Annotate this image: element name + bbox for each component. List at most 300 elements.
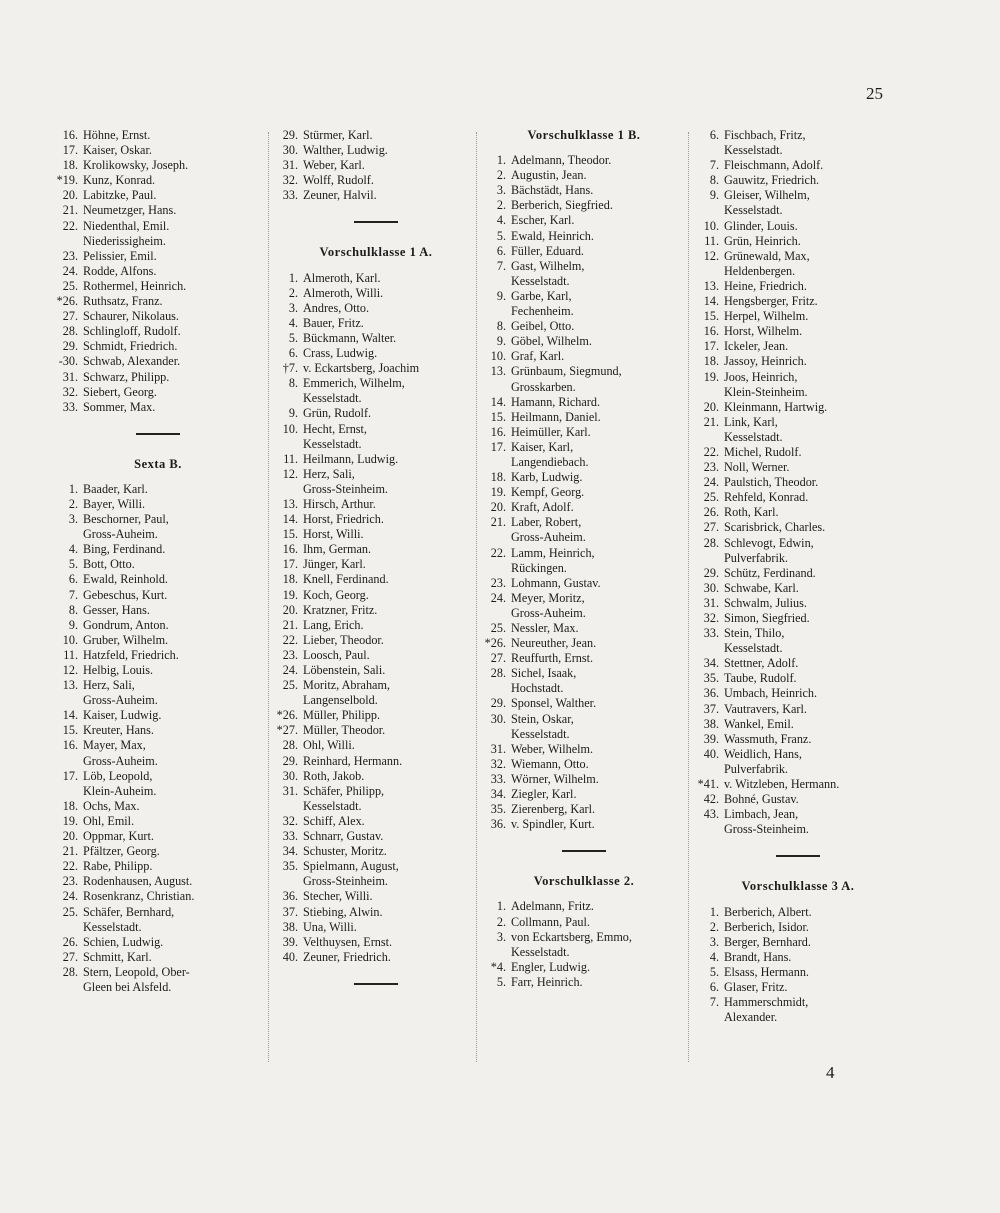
- entry-number: 27.: [62, 949, 78, 964]
- entry-name: Ihm, German.: [303, 542, 372, 557]
- entry-number: 28.: [703, 535, 719, 550]
- entry-number: 31.: [62, 369, 78, 384]
- entry-number: 22.: [490, 545, 506, 560]
- entry-number: 8.: [68, 602, 78, 617]
- entry-name: Almeroth, Willi.: [303, 285, 384, 300]
- entry-name: Heilmann, Daniel.: [511, 409, 601, 424]
- list-item: [693, 460, 903, 475]
- list-item: [693, 234, 903, 249]
- entry-number: 13.: [703, 278, 719, 293]
- entry-name: Heilmann, Ludwig.: [303, 451, 399, 466]
- list-item: [52, 799, 264, 814]
- list-item: [272, 935, 480, 950]
- entry-number: 6.: [709, 128, 719, 142]
- entry-name: Neumetzger, Hans.: [83, 203, 177, 218]
- entry-location: Heldenbergen.: [724, 263, 796, 278]
- list-item: [52, 678, 264, 708]
- list-item: [52, 557, 264, 572]
- entry-name: Horst, Wilhelm.: [724, 324, 803, 339]
- entry-number: 27.: [62, 309, 78, 324]
- list-item: [480, 899, 688, 914]
- entry-location: Gross-Auheim.: [83, 527, 158, 542]
- entry-name: Rodde, Alfons.: [83, 263, 157, 278]
- list-item: [272, 738, 480, 753]
- list-item: [693, 354, 903, 369]
- entry-name: Wolff, Rudolf.: [303, 173, 374, 188]
- entry-name: v. Witzleben, Hermann.: [724, 777, 840, 792]
- entry-name: Adelmann, Fritz.: [511, 899, 594, 914]
- entry-name: Mayer, Max,: [83, 738, 146, 753]
- list-item: [480, 485, 688, 500]
- entry-name: Kreuter, Hans.: [83, 723, 154, 738]
- entry-number: 24.: [490, 590, 506, 605]
- list-item: [693, 415, 903, 445]
- list-item: [693, 686, 903, 701]
- entry-number: 19.: [282, 587, 298, 602]
- entry-name: Sichel, Isaak,: [511, 666, 577, 681]
- list-item: [693, 732, 903, 747]
- entry-number: 40.: [282, 949, 298, 964]
- section-heading: Vorschulklasse 1 B.: [527, 128, 641, 142]
- list-item: [693, 596, 903, 611]
- list-item: [52, 264, 264, 279]
- entry-name: Limbach, Jean,: [724, 807, 799, 822]
- entry-name: Hatzfeld, Friedrich.: [83, 647, 179, 662]
- entry-name: Ohl, Willi.: [303, 738, 355, 753]
- list-item: [480, 395, 688, 410]
- entry-name: Gondrum, Anton.: [83, 617, 169, 632]
- entry-name: Graf, Karl.: [511, 349, 565, 364]
- list-item: [480, 259, 688, 289]
- entry-name: Baader, Karl.: [83, 481, 148, 496]
- entry-name: Zeuner, Halvil.: [303, 188, 377, 203]
- list-item: [52, 173, 264, 188]
- entry-location: Gleen bei Alsfeld.: [83, 979, 172, 994]
- entry-location: Niederissigheim.: [83, 233, 166, 248]
- entry-number: 31.: [282, 158, 298, 173]
- list-item: [480, 410, 688, 425]
- list-item: [480, 817, 688, 832]
- list-item: [480, 802, 688, 817]
- entry-location: Gross-Auheim.: [83, 753, 158, 768]
- list-item: [693, 188, 903, 218]
- entry-name: Müller, Philipp.: [303, 708, 381, 723]
- list-item: [272, 844, 480, 859]
- entry-name: Herz, Sali,: [83, 678, 135, 693]
- entry-name: Stürmer, Karl.: [303, 128, 373, 142]
- list-item: [272, 708, 480, 723]
- list-item: [52, 814, 264, 829]
- list-item: [52, 324, 264, 339]
- entry-number: 4.: [288, 315, 298, 330]
- entry-number: 29.: [490, 696, 506, 711]
- list-item: [272, 286, 480, 301]
- entry-name: Schwarz, Philipp.: [83, 369, 170, 384]
- list-item: [693, 294, 903, 309]
- entry-name: Schäfer, Bernhard,: [83, 904, 175, 919]
- list-item: [52, 385, 264, 400]
- entry-name: Grün, Heinrich.: [724, 233, 801, 248]
- entry-number: 10.: [282, 421, 298, 436]
- list-item: [52, 203, 264, 218]
- entry-number: 8.: [288, 376, 298, 391]
- list-item: [52, 572, 264, 587]
- entry-number: 40.: [703, 746, 719, 761]
- list-item: [272, 723, 480, 738]
- entry-number: 9.: [68, 617, 78, 632]
- section-heading: Sexta B.: [134, 456, 182, 471]
- entry-name: Reuffurth, Ernst.: [511, 651, 594, 666]
- list-item: [272, 128, 480, 143]
- list-item: [272, 406, 480, 421]
- entry-name: Bayer, Willi.: [83, 496, 146, 511]
- entry-name: Schlingloff, Rudolf.: [83, 324, 181, 339]
- list-item: [272, 754, 480, 769]
- entry-number: 31.: [490, 741, 506, 756]
- list-item: [480, 576, 688, 591]
- entry-name: Glinder, Louis.: [724, 218, 798, 233]
- entry-location: Kesselstadt.: [724, 429, 783, 444]
- entry-name: Gleiser, Wilhelm,: [724, 188, 810, 203]
- entry-number: 36.: [282, 889, 298, 904]
- list-item: [480, 666, 688, 696]
- entry-name: Bott, Otto.: [83, 557, 135, 572]
- entry-name: Crass, Ludwig.: [303, 346, 378, 361]
- list-item: [480, 960, 688, 975]
- entry-name: Fischbach, Fritz,: [724, 128, 806, 142]
- entry-name: Karb, Ludwig.: [511, 470, 583, 485]
- entry-number: 27.: [703, 520, 719, 535]
- entry-location: Klein-Auheim.: [83, 783, 157, 798]
- entry-name: Ziegler, Karl.: [511, 787, 577, 802]
- list-item: [480, 591, 688, 621]
- list-item: [480, 636, 688, 651]
- list-item: [52, 648, 264, 663]
- entry-name: Moritz, Abraham,: [303, 678, 390, 693]
- entry-name: Jassoy, Heinrich.: [724, 354, 807, 369]
- entry-name: Krolikowsky, Joseph.: [83, 158, 189, 173]
- entry-number: 20.: [62, 829, 78, 844]
- entry-name: Herz, Sali,: [303, 466, 355, 481]
- entry-number: 22.: [62, 859, 78, 874]
- list-item: [693, 950, 903, 965]
- entry-number: 10.: [703, 218, 719, 233]
- entry-name: Schaurer, Nikolaus.: [83, 309, 179, 324]
- list-item: [52, 829, 264, 844]
- entry-name: Schütz, Ferdinand.: [724, 565, 816, 580]
- entry-name: Andres, Otto.: [303, 300, 370, 315]
- list-item: [52, 905, 264, 935]
- entry-number: 43.: [703, 807, 719, 822]
- entry-name: Adelmann, Theodor.: [511, 153, 612, 168]
- entry-number: 7.: [709, 158, 719, 173]
- entry-name: Roth, Karl.: [724, 505, 779, 520]
- entry-number: 32.: [282, 813, 298, 828]
- column-divider: [688, 132, 690, 1062]
- entry-name: Horst, Willi.: [303, 527, 364, 542]
- list-item: [480, 334, 688, 349]
- entry-number: 28.: [282, 738, 298, 753]
- entry-name: Zierenberg, Karl.: [511, 802, 596, 817]
- entry-number: †7.: [282, 361, 298, 376]
- list-item: [480, 168, 688, 183]
- entry-name: Kempf, Georg.: [511, 485, 585, 500]
- entry-location: Klein-Steinheim.: [724, 384, 808, 399]
- entry-name: Hamann, Richard.: [511, 394, 601, 409]
- entry-name: Hammerschmidt,: [724, 995, 809, 1010]
- list-item: [480, 742, 688, 757]
- entry-name: Berger, Bernhard.: [724, 934, 811, 949]
- entry-name: Schwalm, Julius.: [724, 595, 807, 610]
- list-item: [272, 618, 480, 633]
- entry-number: 22.: [282, 632, 298, 647]
- list-item: [272, 452, 480, 467]
- entry-name: v. Spindler, Kurt.: [511, 817, 595, 832]
- entry-number: 31.: [282, 783, 298, 798]
- list-item: [693, 905, 903, 920]
- entry-name: Hirsch, Arthur.: [303, 496, 376, 511]
- entry-number: 11.: [704, 233, 719, 248]
- entry-number: 25.: [490, 621, 506, 635]
- list-item: [52, 339, 264, 354]
- entry-name: Stein, Oskar,: [511, 711, 574, 726]
- list-item: [693, 920, 903, 935]
- entry-number: 38.: [703, 716, 719, 731]
- entry-name: Schnarr, Gustav.: [303, 829, 384, 844]
- entry-name: Hengsberger, Fritz.: [724, 294, 818, 309]
- entry-number: 21.: [282, 617, 298, 632]
- entry-number: 9.: [496, 288, 506, 303]
- entry-name: Schlevogt, Edwin,: [724, 535, 814, 550]
- entry-name: Niedenthal, Emil.: [83, 218, 170, 233]
- entry-name: Kratzner, Fritz.: [303, 602, 378, 617]
- entry-number: 9.: [288, 406, 298, 421]
- list-item: [480, 696, 688, 711]
- entry-number: 1.: [496, 153, 506, 168]
- entry-number: 21.: [62, 203, 78, 218]
- entry-number: 14.: [490, 394, 506, 409]
- entry-number: *26.: [56, 294, 78, 309]
- entry-location: Kesselstadt.: [724, 641, 783, 656]
- entry-number: 23.: [62, 248, 78, 263]
- entry-name: Ohl, Emil.: [83, 813, 135, 828]
- entry-number: 35.: [703, 671, 719, 686]
- entry-number: 22.: [703, 444, 719, 459]
- list-item: [272, 158, 480, 173]
- entry-name: Grünewald, Max,: [724, 248, 810, 263]
- entry-name: Ewald, Heinrich.: [511, 228, 594, 243]
- entry-number: 11.: [283, 451, 298, 466]
- list-item: [52, 143, 264, 158]
- list-item: [480, 198, 688, 213]
- list-item: [693, 279, 903, 294]
- entry-number: 5.: [288, 330, 298, 345]
- list-item: [52, 844, 264, 859]
- entry-name: Garbe, Karl,: [511, 288, 572, 303]
- entry-location: Fechenheim.: [511, 304, 574, 319]
- entry-name: Stiebing, Alwin.: [303, 904, 383, 919]
- entry-number: 3.: [288, 300, 298, 315]
- entry-number: 21.: [490, 515, 506, 530]
- list-item: [272, 588, 480, 603]
- entry-location: Gross-Steinheim.: [303, 481, 388, 496]
- list-item: [480, 319, 688, 334]
- list-item: [52, 482, 264, 497]
- list-item: [480, 229, 688, 244]
- entry-name: Simon, Siegfried.: [724, 611, 810, 625]
- list-item: [52, 588, 264, 603]
- entry-name: Brandt, Hans.: [724, 949, 792, 964]
- list-item: [52, 158, 264, 173]
- entry-name: Loosch, Paul.: [303, 647, 370, 662]
- entry-name: Lohmann, Gustav.: [511, 575, 601, 590]
- entry-number: 42.: [703, 792, 719, 807]
- list-item: [272, 633, 480, 648]
- list-item: [693, 324, 903, 339]
- list-item: [272, 376, 480, 406]
- entry-name: Roth, Jakob.: [303, 768, 365, 783]
- list-item: [693, 520, 903, 535]
- list-item: [693, 249, 903, 279]
- list-item: [272, 784, 480, 814]
- entry-number: 30.: [282, 143, 298, 158]
- entry-name: Grün, Rudolf.: [303, 406, 372, 421]
- entry-name: Fleischmann, Adolf.: [724, 158, 824, 173]
- list-item: [480, 975, 688, 990]
- entry-name: Lamm, Heinrich,: [511, 545, 595, 560]
- entry-number: 19.: [703, 369, 719, 384]
- entry-number: 31.: [703, 595, 719, 610]
- list-item: [52, 950, 264, 965]
- list-item: [693, 747, 903, 777]
- entry-number: 33.: [62, 399, 78, 414]
- list-item: [480, 546, 688, 576]
- entry-number: 12.: [703, 248, 719, 263]
- entry-name: Pfältzer, Georg.: [83, 844, 160, 859]
- list-item: [480, 930, 688, 960]
- entry-name: Sponsel, Walther.: [511, 696, 597, 711]
- entry-number: 17.: [62, 143, 78, 158]
- entry-name: v. Eckartsberg, Joachim: [303, 361, 420, 376]
- entry-name: Herpel, Wilhelm.: [724, 309, 809, 324]
- list-item: [272, 859, 480, 889]
- entry-name: Knell, Ferdinand.: [303, 572, 389, 587]
- entry-number: 34.: [282, 844, 298, 859]
- list-item: [272, 271, 480, 286]
- list-item: [480, 787, 688, 802]
- entry-name: Berberich, Albert.: [724, 904, 812, 919]
- entry-number: 14.: [62, 708, 78, 723]
- column-divider: [476, 132, 478, 1062]
- list-item: [693, 158, 903, 173]
- list-item: [52, 219, 264, 249]
- list-item: [272, 527, 480, 542]
- entry-name: Pelissier, Emil.: [83, 248, 157, 263]
- entry-name: Bückmann, Walter.: [303, 330, 397, 345]
- entry-number: 24.: [62, 889, 78, 904]
- entry-name: Grünbaum, Siegmund,: [511, 364, 622, 379]
- entry-number: 3.: [709, 934, 719, 949]
- entry-number: 37.: [282, 904, 298, 919]
- entry-name: Walther, Ludwig.: [303, 143, 388, 158]
- entry-name: Schiff, Alex.: [303, 813, 365, 828]
- entry-name: Lang, Erich.: [303, 617, 364, 632]
- list-item: [52, 188, 264, 203]
- list-item: [693, 581, 903, 596]
- list-item: [272, 467, 480, 497]
- list-item: [693, 807, 903, 837]
- entry-name: Bohné, Gustav.: [724, 792, 799, 807]
- list-item: [480, 153, 688, 168]
- list-item: [693, 611, 903, 626]
- list-item: [52, 603, 264, 618]
- entry-name: Glaser, Fritz.: [724, 979, 788, 994]
- entry-name: Scarisbrick, Charles.: [724, 520, 826, 535]
- column-2: [272, 128, 480, 1007]
- entry-name: Beschorner, Paul,: [83, 512, 169, 527]
- entry-number: 27.: [490, 651, 506, 666]
- entry-name: Löbenstein, Sali.: [303, 663, 386, 677]
- entry-number: 16.: [62, 128, 78, 142]
- list-item: [272, 173, 480, 188]
- entry-name: Farr, Heinrich.: [511, 974, 583, 989]
- list-item: [693, 505, 903, 520]
- entry-number: 20.: [490, 500, 506, 515]
- entry-name: Heine, Friedrich.: [724, 278, 807, 293]
- entry-name: Helbig, Louis.: [83, 663, 154, 677]
- list-item: [480, 757, 688, 772]
- list-item: [272, 557, 480, 572]
- entry-number: 6.: [496, 243, 506, 258]
- entry-location: Kesselstadt.: [724, 143, 783, 158]
- entry-name: Berberich, Isidor.: [724, 919, 809, 934]
- list-item: [272, 497, 480, 512]
- entry-name: Kleinmann, Hartwig.: [724, 399, 828, 414]
- entry-name: Hecht, Ernst,: [303, 421, 367, 436]
- entry-name: Paulstich, Theodor.: [724, 475, 819, 490]
- entry-number: 29.: [703, 565, 719, 580]
- entry-name: Schäfer, Philipp,: [303, 783, 385, 798]
- entry-name: Reinhard, Hermann.: [303, 753, 403, 768]
- entry-number: 6.: [709, 979, 719, 994]
- entry-number: 32.: [282, 173, 298, 188]
- entry-number: 7.: [68, 587, 78, 602]
- entry-number: 28.: [62, 324, 78, 339]
- entry-number: 30.: [703, 580, 719, 595]
- entry-number: 2.: [496, 914, 506, 929]
- entry-number: 16.: [282, 542, 298, 557]
- entry-number: 17.: [62, 768, 78, 783]
- column-divider: [268, 132, 270, 1062]
- list-item: [480, 651, 688, 666]
- list-item: [693, 400, 903, 415]
- entry-name: Rabe, Philipp.: [83, 859, 153, 874]
- entry-name: Koch, Georg.: [303, 587, 369, 602]
- list-item: [693, 777, 903, 792]
- list-item: [480, 915, 688, 930]
- entry-name: Kaiser, Oskar.: [83, 143, 152, 158]
- entry-name: Kaiser, Ludwig.: [83, 708, 162, 723]
- entry-number: -30.: [58, 354, 78, 369]
- entry-name: Schmitt, Karl.: [83, 949, 152, 964]
- entry-number: 33.: [703, 626, 719, 641]
- entry-name: Weidlich, Hans,: [724, 746, 802, 761]
- list-item: [52, 497, 264, 512]
- entry-number: 18.: [282, 572, 298, 587]
- entry-number: 4.: [709, 949, 719, 964]
- entry-name: Emmerich, Wilhelm,: [303, 376, 405, 391]
- entry-number: 32.: [62, 384, 78, 399]
